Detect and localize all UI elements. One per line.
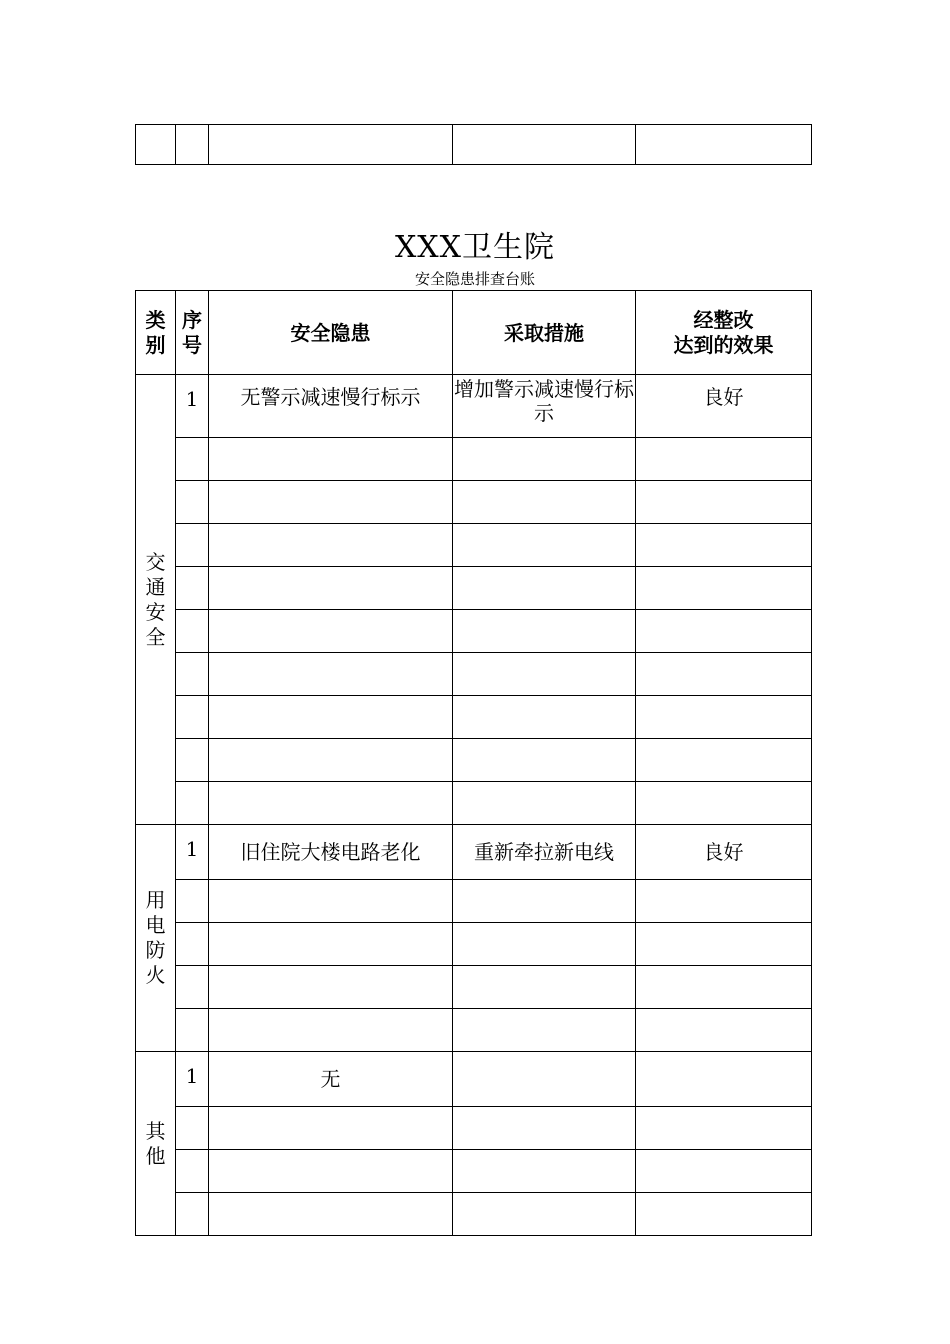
category-cell — [136, 375, 176, 825]
measure-cell — [453, 880, 636, 923]
table-row — [136, 966, 812, 1009]
header-measure: 采取措施 — [453, 291, 636, 375]
header-category-text: 类别 — [145, 307, 166, 357]
table-row — [136, 653, 812, 696]
category-char: 防 — [145, 938, 166, 962]
effect-cell — [636, 1107, 812, 1150]
measure-cell — [453, 610, 636, 653]
hazard-cell — [209, 880, 453, 923]
measure-cell — [453, 1150, 636, 1193]
empty-cell — [636, 125, 812, 165]
seq-cell: 1 — [176, 375, 209, 438]
category-label — [136, 888, 175, 988]
category-char: 安 — [145, 599, 166, 624]
hazard-cell — [209, 481, 453, 524]
table-row — [136, 1009, 812, 1052]
ledger-body — [136, 375, 812, 1236]
hazard-cell — [209, 438, 453, 481]
header-effect-line2: 达到的效果 — [673, 332, 774, 357]
table-row — [136, 696, 812, 739]
empty-cell — [453, 125, 636, 165]
seq-cell — [176, 481, 209, 524]
category-label — [136, 550, 175, 650]
category-char: 他 — [145, 1143, 166, 1168]
hazard-cell — [209, 1009, 453, 1052]
measure-cell: 重新牵拉新电线 — [453, 825, 636, 880]
measure-cell — [453, 782, 636, 825]
table-row — [136, 1193, 812, 1236]
effect-cell: 良好 — [636, 825, 812, 880]
category-cell — [136, 825, 176, 1052]
measure-cell — [453, 524, 636, 567]
table-row — [136, 481, 812, 524]
measure-cell — [453, 696, 636, 739]
seq-cell — [176, 1009, 209, 1052]
header-row — [136, 291, 812, 375]
effect-cell — [636, 567, 812, 610]
measure-cell — [453, 1009, 636, 1052]
effect-cell — [636, 880, 812, 923]
seq-cell — [176, 1150, 209, 1193]
seq-cell — [176, 782, 209, 825]
hazard-cell — [209, 653, 453, 696]
seq-cell — [176, 567, 209, 610]
previous-page-table-fragment — [135, 124, 812, 165]
header-seq — [176, 291, 209, 375]
seq-cell — [176, 1193, 209, 1236]
hazard-cell: 旧住院大楼电路老化 — [209, 825, 453, 880]
category-char: 通 — [145, 574, 166, 599]
seq-cell — [176, 923, 209, 966]
hazard-cell: 无警示减速慢行标示 — [209, 375, 453, 438]
category-char: 电 — [145, 913, 166, 937]
effect-cell — [636, 481, 812, 524]
seq-cell — [176, 524, 209, 567]
seq-cell — [176, 966, 209, 1009]
category-char: 其 — [145, 1118, 166, 1143]
header-effect — [636, 291, 812, 375]
table-row — [136, 880, 812, 923]
hazard-cell — [209, 966, 453, 1009]
table-row — [136, 1052, 812, 1107]
measure-cell — [453, 567, 636, 610]
measure-cell — [453, 653, 636, 696]
measure-cell: 增加警示减速慢行标示 — [453, 375, 636, 438]
hazard-cell — [209, 610, 453, 653]
effect-cell — [636, 923, 812, 966]
effect-cell — [636, 1150, 812, 1193]
measure-cell — [453, 739, 636, 782]
table-row — [136, 1150, 812, 1193]
seq-cell — [176, 739, 209, 782]
header-hazard: 安全隐患 — [209, 291, 453, 375]
table-row — [136, 524, 812, 567]
effect-cell — [636, 438, 812, 481]
effect-cell — [636, 966, 812, 1009]
category-cell — [136, 1052, 176, 1236]
table-row — [136, 567, 812, 610]
effect-cell — [636, 524, 812, 567]
header-category — [136, 291, 176, 375]
header-seq-text: 序号 — [182, 307, 202, 357]
hazard-cell — [209, 567, 453, 610]
category-char: 交 — [145, 549, 166, 574]
effect-cell — [636, 1193, 812, 1236]
table-row — [136, 375, 812, 438]
empty-cell — [136, 125, 176, 165]
effect-cell — [636, 1009, 812, 1052]
effect-cell — [636, 1052, 812, 1107]
category-char: 火 — [145, 963, 166, 987]
measure-cell — [453, 438, 636, 481]
category-char: 用 — [145, 888, 166, 912]
seq-cell: 1 — [176, 1052, 209, 1107]
table-row — [136, 782, 812, 825]
table-row — [136, 1107, 812, 1150]
measure-cell — [453, 1107, 636, 1150]
table-row — [136, 739, 812, 782]
measure-cell — [453, 923, 636, 966]
measure-cell — [453, 1052, 636, 1107]
seq-cell — [176, 653, 209, 696]
measure-cell — [453, 1193, 636, 1236]
effect-cell: 良好 — [636, 375, 812, 438]
hazard-cell — [209, 524, 453, 567]
hazard-cell — [209, 1193, 453, 1236]
measure-cell — [453, 481, 636, 524]
category-char: 全 — [145, 624, 166, 649]
measure-cell — [453, 966, 636, 1009]
hazard-cell — [209, 696, 453, 739]
hazard-cell — [209, 739, 453, 782]
empty-cell — [209, 125, 453, 165]
table-row — [136, 125, 812, 165]
page-subtitle: 安全隐患排查台账 — [414, 270, 535, 288]
seq-cell — [176, 438, 209, 481]
table-row — [136, 610, 812, 653]
seq-cell — [176, 880, 209, 923]
seq-cell — [176, 610, 209, 653]
effect-cell — [636, 739, 812, 782]
table-row — [136, 923, 812, 966]
hazard-cell — [209, 1150, 453, 1193]
seq-cell — [176, 1107, 209, 1150]
hazard-cell — [209, 1107, 453, 1150]
hazard-cell — [209, 923, 453, 966]
table-row — [136, 825, 812, 880]
empty-cell — [176, 125, 209, 165]
hazard-cell — [209, 782, 453, 825]
seq-cell — [176, 696, 209, 739]
category-label — [136, 1119, 175, 1169]
effect-cell — [636, 696, 812, 739]
effect-cell — [636, 653, 812, 696]
table-row — [136, 438, 812, 481]
effect-cell — [636, 610, 812, 653]
effect-cell — [636, 782, 812, 825]
header-effect-line1: 经整改 — [693, 307, 754, 332]
hazard-cell: 无 — [209, 1052, 453, 1107]
page-title: XXX卫生院 — [394, 230, 556, 265]
seq-cell: 1 — [176, 825, 209, 880]
hazard-ledger-table — [135, 290, 812, 1236]
